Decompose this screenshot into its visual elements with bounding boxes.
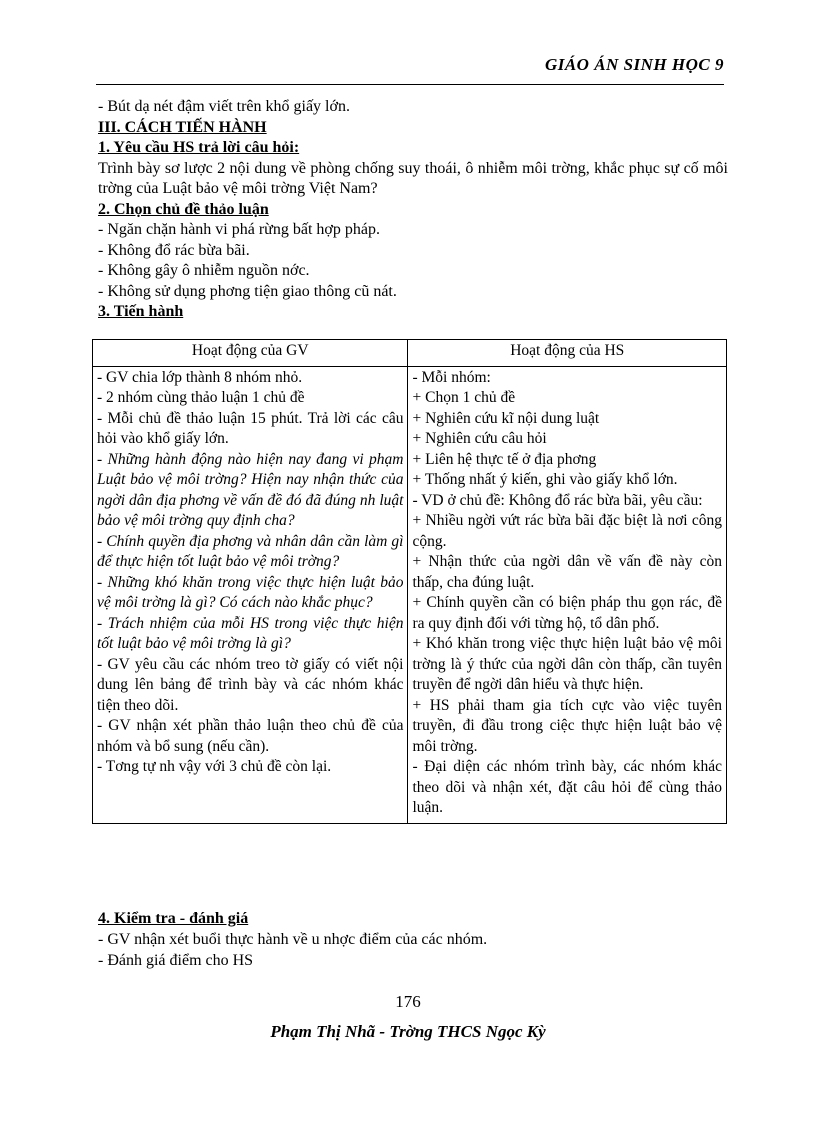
gv-question: - Chính quyền địa phơng và nhân dân cần làm gì để thực hiện tốt luật bảo vệ môi trờng? — [97, 532, 404, 570]
activity-table — [92, 339, 727, 824]
intro-line: - Bút dạ nét đậm viết trên khổ giấy lớn. — [98, 98, 350, 115]
step4-title: 4. Kiểm tra - đánh giá — [98, 910, 249, 927]
gv-line: - GV yêu cầu các nhóm treo tờ giấy có viết nội dung lên bảng để trình bày và các nhóm khác tiện theo dõi. — [97, 655, 404, 714]
hs-line: - Mỗi nhóm: — [412, 368, 491, 386]
gv-activity-cell — [93, 366, 408, 823]
hs-line: + Liên hệ thực tế ở địa phơng — [412, 450, 597, 468]
step2-item: - Không đổ rác bừa bãi. — [98, 241, 250, 259]
hs-line: + Nhận thức của ngời dân về vấn đề này còn thấp, cha đúng luật. — [412, 553, 722, 591]
step2-item: - Ngăn chặn hành vi phá rừng bất hợp pháp. — [98, 221, 380, 238]
hs-line: + HS phải tham gia tích cực vào việc tuyên truyền, đi đầu trong ciệc thực hiện luật bảo vệ môi trờng. — [412, 696, 722, 755]
hs-line: + Nghiên cứu câu hỏi — [412, 430, 547, 447]
step1-text: Trình bày sơ lược 2 nội dung về phòng chống suy thoái, ô nhiễm môi trờng, khắc phục sự cố môi trờng của Luật bảo vệ môi trờng Việt Nam? — [98, 159, 728, 197]
gv-line: - Mỗi chủ đề thảo luận 15 phút. Trả lời các câu hỏi vào khổ giấy lớn. — [97, 409, 404, 447]
header-rule — [96, 84, 724, 85]
gv-question: - Trách nhiệm của mỗi HS trong việc thực hiện tốt luật bảo vệ môi trờng là gì? — [97, 614, 404, 652]
assessment-section — [98, 908, 728, 971]
gv-question: - Những khó khăn trong việc thực hiện luật bảo vệ môi trờng là gì? Có cách nào khắc phục? — [97, 573, 404, 611]
col-header-hs: Hoạt động của HS — [408, 340, 727, 367]
hs-line: - VD ở chủ đề: Không đổ rác bừa bãi, yêu cầu: — [412, 491, 703, 509]
page-footer: Phạm Thị Nhã - Trờng THCS Ngọc Kỳ — [270, 1022, 546, 1041]
gv-line: - 2 nhóm cùng thảo luận 1 chủ đề — [97, 389, 305, 406]
step2-item: - Không gây ô nhiễm nguồn nớc. — [98, 262, 310, 279]
gv-line: - GV nhận xét phần thảo luận theo chủ đề của nhóm và bổ sung (nếu cần). — [97, 717, 404, 755]
hs-line: + Thống nhất ý kiến, ghi vào giấy khổ lớn. — [412, 471, 678, 488]
step4-item: - Đánh giá điểm cho HS — [98, 952, 254, 969]
step3-title: 3. Tiến hành — [98, 303, 184, 320]
gv-line: - Tơng tự nh vậy với 3 chủ đề còn lại. — [97, 758, 332, 775]
gv-line: - GV chia lớp thành 8 nhóm nhỏ. — [97, 368, 303, 386]
hs-line: + Nhiều ngời vứt rác bừa bãi đặc biệt là nơi công cộng. — [412, 512, 722, 550]
col-header-gv: Hoạt động của GV — [93, 340, 408, 367]
hs-line: + Khó khăn trong việc thực hiện luật bảo vệ môi trờng là ý thức của ngời dân còn thấp, cần tuyên truyền để ngời dân hiểu và thực hiện. — [412, 635, 722, 693]
step2-title: 2. Chọn chủ đề thảo luận — [98, 200, 269, 218]
page-header-title: GIÁO ÁN SINH HỌC 9 — [544, 55, 724, 74]
page-number: 176 — [395, 992, 421, 1011]
main-content — [98, 97, 728, 323]
gv-question: - Những hành động nào hiện nay đang vi phạm Luật bảo vệ môi trờng? Hiện nay nhận thức của ngời dân địa phơng về vấn đề đó đã đúng nh luật bảo vệ môi trờng quy định cha? — [97, 450, 404, 529]
hs-line: + Nghiên cứu kĩ nội dung luật — [412, 409, 600, 427]
step2-item: - Không sử dụng phơng tiện giao thông cũ nát. — [98, 282, 397, 300]
hs-activity-cell — [408, 366, 727, 823]
hs-line: - Đại diện các nhóm trình bày, các nhóm khác theo dõi và nhận xét, đặt câu hỏi để cùng thảo luận. — [412, 758, 722, 816]
hs-line: + Chính quyền cần có biện pháp thu gọn rác, đề ra quy định đối với từng hộ, tổ dân phố. — [412, 594, 722, 632]
step4-item: - GV nhận xét buổi thực hành về u nhợc điểm của các nhóm. — [98, 931, 488, 948]
step1-title: 1. Yêu cầu HS trả lời câu hỏi: — [98, 139, 300, 156]
section-title: III. CÁCH TIẾN HÀNH — [98, 118, 267, 136]
hs-line: + Chọn 1 chủ đề — [412, 389, 516, 406]
